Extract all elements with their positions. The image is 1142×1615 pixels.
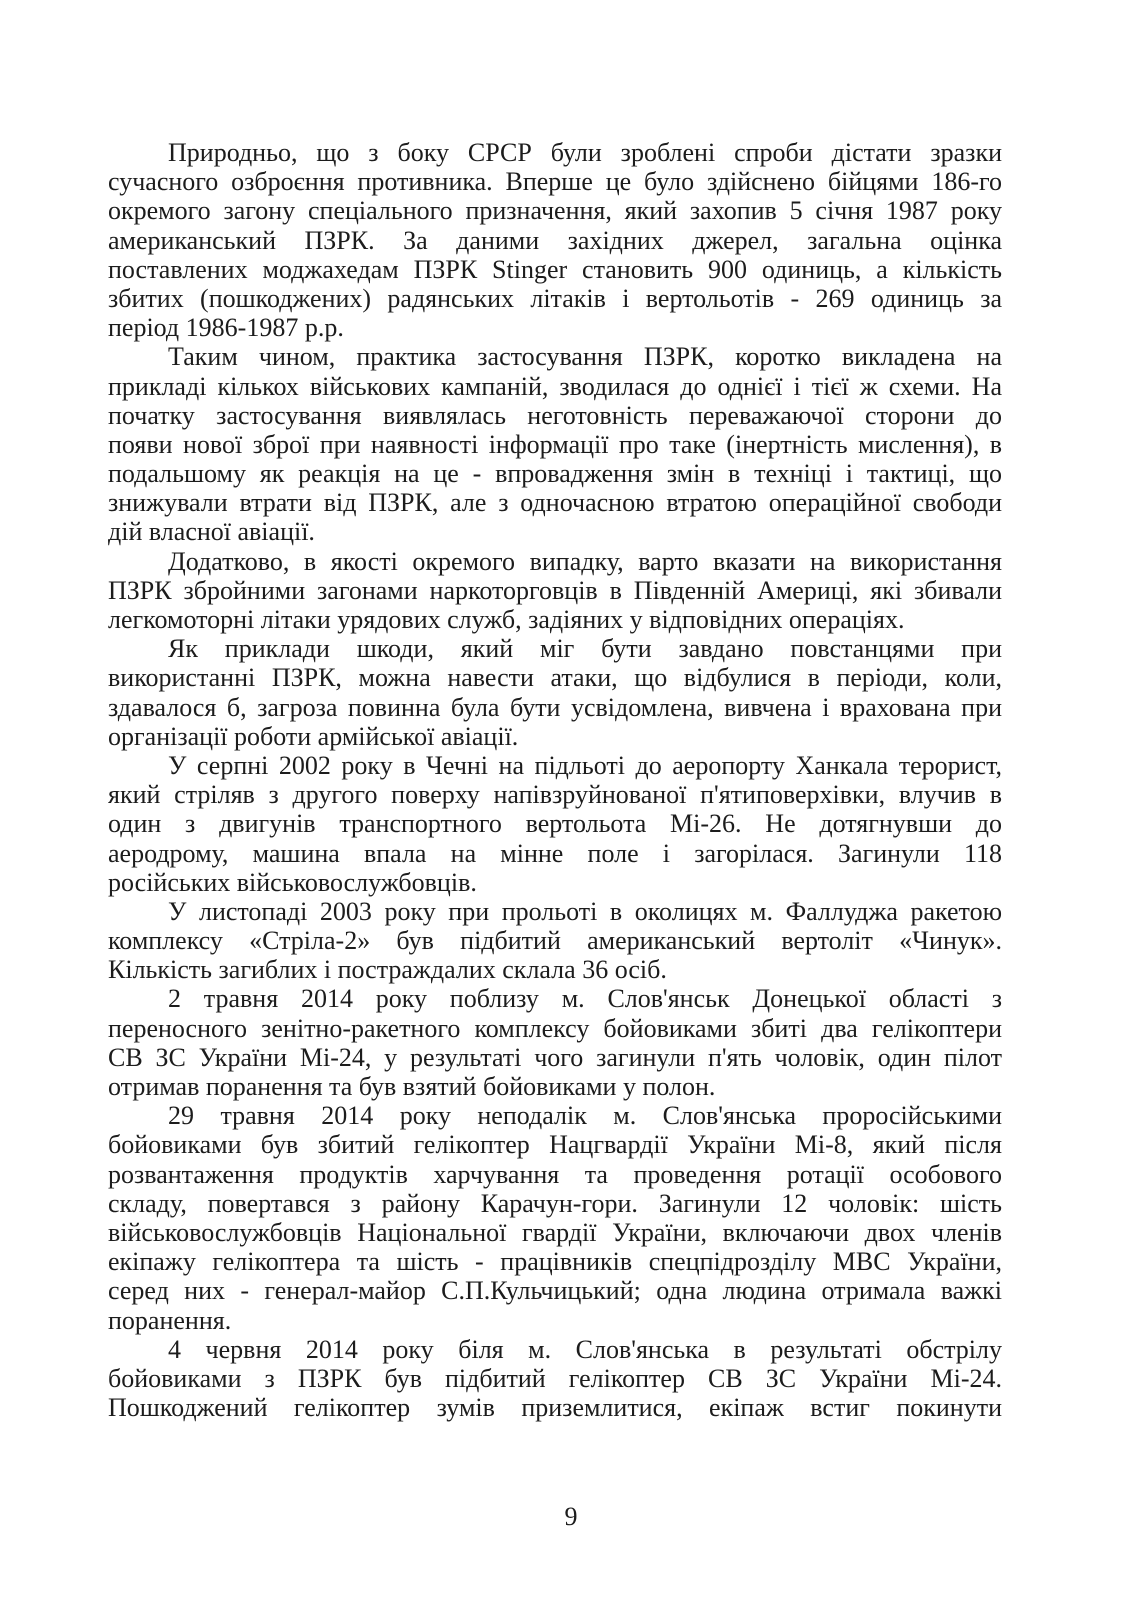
text-line: серед них - генерал-майор С.П.Кульчицький; одна людина отримала важкі	[108, 1276, 1002, 1306]
text-block	[108, 138, 1002, 1422]
text-line: Природньо, що з боку СРСР були зроблені спроби дістати зразки	[168, 138, 1002, 167]
text-line: знижували втрати від ПЗРК, але з одночасною втратою операційної свободи	[108, 488, 1002, 518]
paragraph	[108, 547, 1002, 635]
text-line: здавалося б, загроза повинна була бути усвідомлена, вивчена і врахована при	[108, 692, 1002, 722]
text-line: Таким чином, практика застосування ПЗРК, коротко викладена на	[168, 342, 1002, 372]
text-line: отримав поранення та був взятий бойовиками у полон.	[108, 1072, 716, 1101]
text-line: російських військовослужбовців.	[108, 867, 477, 897]
text-line: збитих (пошкоджених) радянських літаків і вертольотів - 269 одиниць за	[108, 283, 1002, 313]
text-line: бойовиками з ПЗРК був підбитий гелікоптер СВ ЗС України Мі-24.	[108, 1363, 1002, 1393]
text-line: Кількість загиблих і постраждалих склала 36 осіб.	[108, 955, 667, 985]
text-line: 29 травня 2014 року неподалік м. Слов'янська проросійськими	[168, 1101, 1002, 1131]
text-line: початку застосування виявлялась неготовність переважаючої сторони до	[108, 400, 1002, 430]
text-line: Пошкоджений гелікоптер зумів приземлитися, екіпаж встиг покинути	[108, 1393, 1002, 1423]
text-line: організації роботи армійської авіації.	[108, 721, 519, 751]
text-line: складу, повертався з району Карачун-гори. Загинули 12 чоловік: шість	[108, 1188, 1002, 1218]
text-line: американський ПЗРК. За даними західних джерел, загальна оцінка	[108, 225, 1002, 255]
page-number: 9	[564, 1502, 578, 1531]
text-line: комплексу «Стріла-2» був підбитий американський вертоліт «Чинук».	[108, 926, 1002, 956]
text-line: прикладі кількох військових кампаній, зводилася до однієї і тієї ж схеми. На	[108, 371, 1002, 401]
paragraph	[108, 342, 1002, 546]
text-line: сучасного озброєння противника. Вперше це було здійснено бійцями 186-го	[108, 167, 1002, 197]
paragraph	[108, 984, 1002, 1101]
text-line: військовослужбовців Національної гвардії України, включаючи двох членів	[108, 1217, 1002, 1247]
text-line: аеродрому, машина впала на мінне поле і загорілася. Загинули 118	[108, 838, 1002, 868]
text-line: СВ ЗС України Мі-24, у результаті чого загинули п'ять чоловік, один пілот	[108, 1042, 1002, 1072]
text-line: період 1986-1987 р.р.	[108, 313, 344, 343]
text-line: ПЗРК збройними загонами наркоторговців в Південній Америці, які збивали	[108, 575, 1002, 605]
paragraph	[108, 634, 1002, 751]
paragraph	[108, 897, 1002, 985]
text-line: екіпажу гелікоптера та шість - працівників спецпідрозділу МВС України,	[108, 1247, 1002, 1277]
text-line: поранення.	[108, 1305, 232, 1335]
text-line: поставлених моджахедам ПЗРК Stinger становить 900 одиниць, а кількість	[108, 254, 1002, 284]
text-line: бойовиками був збитий гелікоптер Нацгвардії України Мі-8, який після	[108, 1130, 1002, 1160]
text-line: У листопаді 2003 року при прольоті в околицях м. Фаллуджа ракетою	[168, 896, 1002, 926]
text-line: У серпні 2002 року в Чечні на підльоті до аеропорту Ханкала терорист,	[168, 750, 1002, 780]
text-line: переносного зенітно-ракетного комплексу бойовиками збиті два гелікоптери	[108, 1013, 1002, 1043]
text-line: 4 червня 2014 року біля м. Слов'янська в результаті обстрілу	[168, 1334, 1002, 1364]
text-line: розвантаження продуктів харчування та проведення ротації особового	[108, 1159, 1002, 1189]
text-line: 2 травня 2014 року поблизу м. Слов'янськ Донецької області з	[168, 984, 1002, 1014]
text-line: появи нової зброї при наявності інформації про таке (інертність мислення), в	[108, 429, 1002, 459]
paragraph	[108, 751, 1002, 897]
paragraph	[108, 1101, 1002, 1335]
paragraph	[108, 138, 1002, 342]
text-line: окремого загону спеціального призначення, який захопив 5 січня 1987 року	[108, 196, 1002, 226]
text-line: використанні ПЗРК, можна навести атаки, що відбулися в періоди, коли,	[108, 663, 1002, 693]
text-line: Додатково, в якості окремого випадку, варто вказати на використання	[168, 546, 1002, 576]
text-line: дій власної авіації.	[108, 517, 315, 547]
text-line: один з двигунів транспортного вертольота Мі-26. Не дотягнувши до	[108, 809, 1002, 839]
text-line: який стріляв з другого поверху напівзруйнованої п'ятиповерхівки, влучив в	[108, 780, 1002, 810]
text-line: легкомоторні літаки урядових служб, задіяних у відповідних операціях.	[108, 605, 905, 634]
paragraph	[108, 1335, 1002, 1423]
text-line: Як приклади шкоди, який міг бути завдано повстанцями при	[168, 634, 1002, 664]
text-line: подальшому як реакція на це - впровадження змін в техніці і тактиці, що	[108, 459, 1002, 489]
